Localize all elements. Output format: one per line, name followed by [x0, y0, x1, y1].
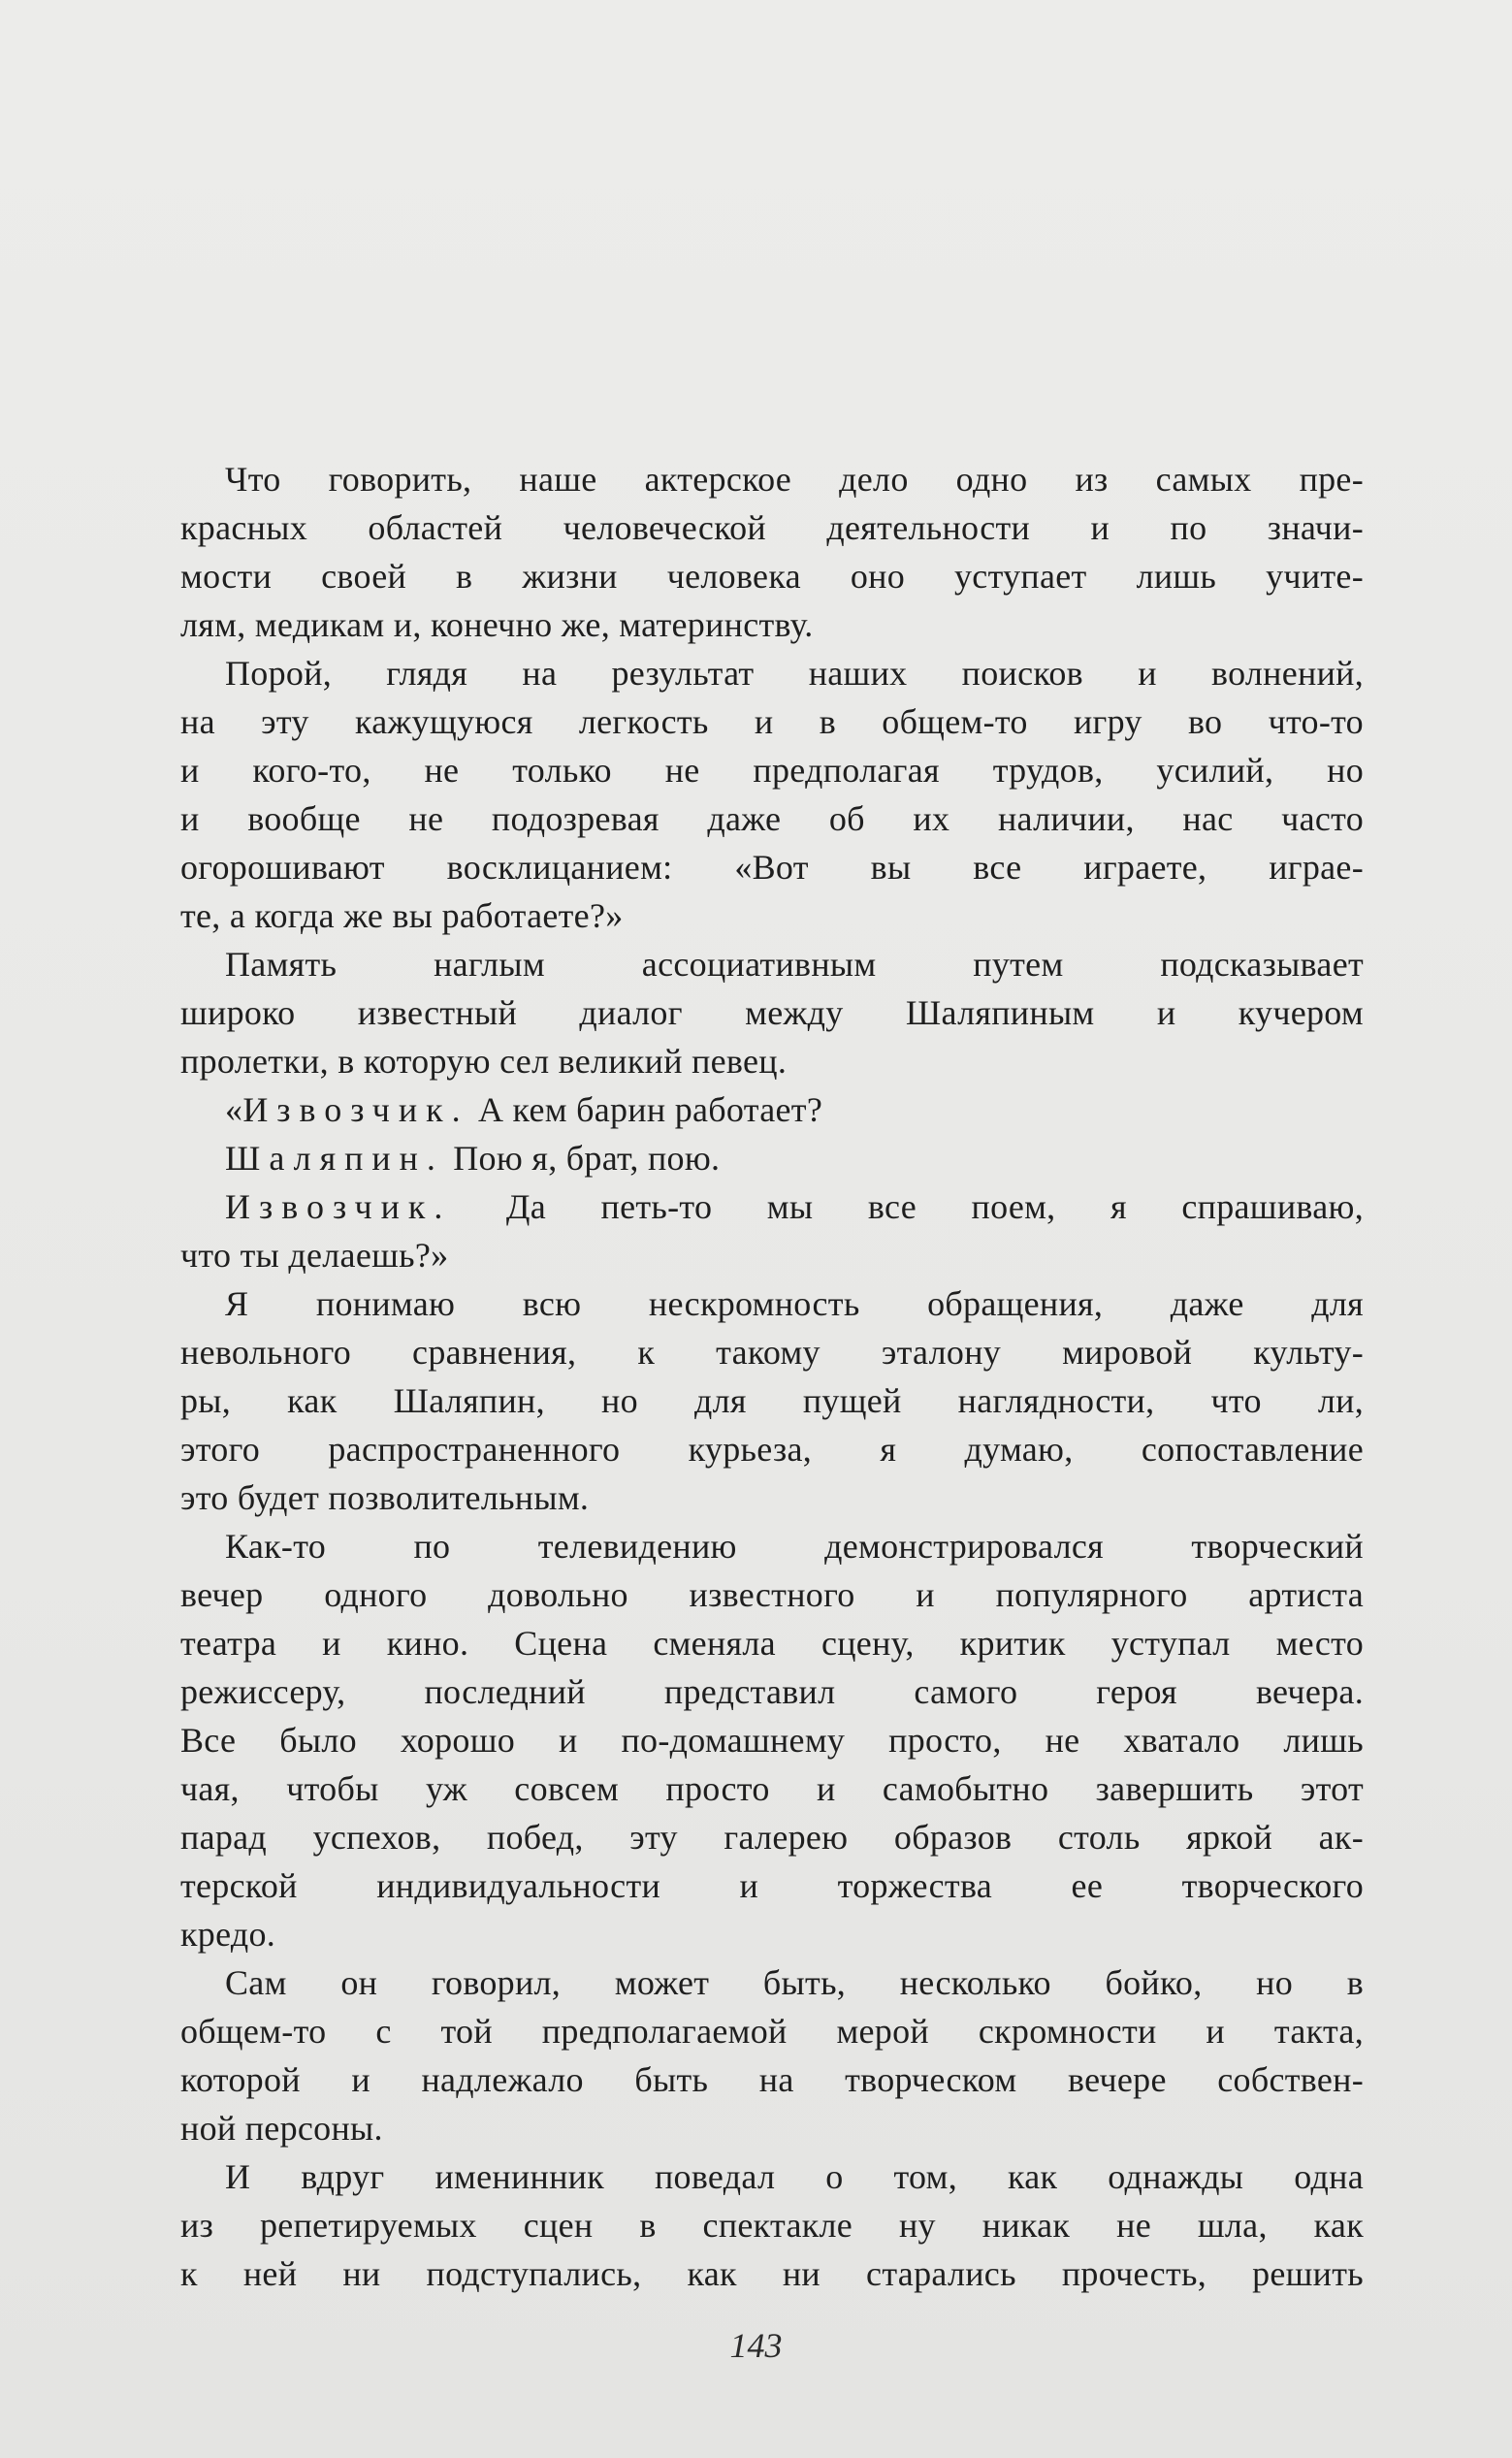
- text-line: [180, 940, 1364, 988]
- line-text: и кого-то, не только не предполагая трудов, усилий, но: [180, 751, 1364, 790]
- text-line: [180, 2055, 1364, 2104]
- text-line: [180, 1522, 1364, 1570]
- text-line: [180, 843, 1364, 891]
- line-text: терской индивидуальности и торжества ее творческого: [180, 1866, 1364, 1905]
- line-text: из репетируемых сцен в спектакле ну никак не шла, как: [180, 2206, 1364, 2245]
- text-line: [180, 2201, 1364, 2249]
- line-text: парад успехов, побед, эту галерею образов столь яркой ак-: [180, 1818, 1364, 1857]
- text-line: [180, 1813, 1364, 1861]
- line-text: Сам он говорил, может быть, несколько бойко, но в: [225, 1963, 1364, 2002]
- line-text: Да петь-то мы все поем, я спрашиваю,: [451, 1187, 1364, 1226]
- text-line: [180, 1861, 1364, 1910]
- text-line: [180, 1764, 1364, 1813]
- line-text: мости своей в жизни человека оно уступает лишь учите-: [180, 557, 1364, 596]
- text-line: [180, 1716, 1364, 1764]
- text-line: [180, 1037, 1364, 1085]
- line-text: общем-то с той предполагаемой мерой скромности и такта,: [180, 2012, 1364, 2051]
- line-text: пролетки, в которую сел великий певец.: [180, 1042, 788, 1081]
- line-text: на эту кажущуюся легкость и в общем-то игру во что-то: [180, 702, 1364, 741]
- line-text: Я понимаю всю нескромность обращения, даже для: [225, 1284, 1364, 1323]
- text-line: [180, 1425, 1364, 1473]
- line-text: огорошивают восклицанием: «Вот вы все играете, играе-: [180, 848, 1364, 887]
- text-line: [180, 794, 1364, 843]
- text-line: [180, 1085, 1364, 1134]
- quote-mark: «: [225, 1090, 243, 1129]
- line-text: И вдруг именинник поведал о том, как однажды одна: [225, 2157, 1364, 2196]
- text-line: [180, 649, 1364, 697]
- line-text: красных областей человеческой деятельности и по значи-: [180, 508, 1364, 547]
- line-text: лям, медикам и, конечно же, материнству.: [180, 605, 814, 644]
- text-line: [180, 891, 1364, 940]
- line-text: А кем барин работает?: [468, 1090, 823, 1129]
- page-number: 143: [729, 2326, 783, 2365]
- text-line: [180, 1958, 1364, 2007]
- text-line: [180, 1667, 1364, 1716]
- text-line: [180, 1182, 1364, 1231]
- text-line: [180, 1910, 1364, 1958]
- line-text: Все было хорошо и по-домашнему просто, не хватало лишь: [180, 1721, 1364, 1760]
- line-text: Память наглым ассоциативным путем подсказывает: [225, 945, 1364, 984]
- dialogue-speaker: Извозчик.: [242, 1090, 469, 1129]
- text-line: [180, 2007, 1364, 2055]
- text-line: [180, 1134, 1364, 1182]
- text-line: [180, 746, 1364, 794]
- line-text: чая, чтобы уж совсем просто и самобытно завершить этот: [180, 1769, 1364, 1808]
- dialogue-speaker: Шаляпин.: [225, 1139, 444, 1178]
- text-line: [180, 503, 1364, 552]
- text-line: [180, 455, 1364, 503]
- line-text: режиссеру, последний представил самого героя вечера.: [180, 1672, 1364, 1711]
- line-text: невольного сравнения, к такому эталону мировой культу-: [180, 1333, 1364, 1372]
- line-text: театра и кино. Сцена сменяла сцену, критик уступал место: [180, 1624, 1364, 1663]
- line-text: Порой, глядя на результат наших поисков и волнений,: [225, 654, 1364, 693]
- line-text: и вообще не подозревая даже об их наличии, нас часто: [180, 799, 1364, 838]
- line-text: это будет позволительным.: [180, 1478, 590, 1517]
- text-line: [180, 1279, 1364, 1328]
- page-body-text: [180, 455, 1364, 2298]
- text-line: [180, 1619, 1364, 1667]
- line-text: Как-то по телевидению демонстрировался творческий: [225, 1527, 1364, 1566]
- line-text: те, а когда же вы работаете?»: [180, 896, 624, 935]
- line-text: широко известный диалог между Шаляпиным и кучером: [180, 993, 1364, 1032]
- text-line: [180, 1231, 1364, 1279]
- text-line: [180, 1473, 1364, 1522]
- dialogue-speaker: Извозчик.: [225, 1187, 452, 1226]
- text-line: [180, 988, 1364, 1037]
- line-text: Пою я, брат, пою.: [443, 1139, 721, 1178]
- line-text: ной персоны.: [180, 2109, 383, 2148]
- text-line: [180, 2249, 1364, 2298]
- text-line: [180, 2152, 1364, 2201]
- line-text: Что говорить, наше актерское дело одно из самых пре-: [225, 460, 1364, 499]
- line-text: этого распространенного курьеза, я думаю, сопоставление: [180, 1430, 1364, 1469]
- text-line: [180, 2104, 1364, 2152]
- line-text: к ней ни подступались, как ни старались прочесть, решить: [180, 2254, 1364, 2293]
- text-line: [180, 1570, 1364, 1619]
- text-line: [180, 1328, 1364, 1376]
- line-text: ры, как Шаляпин, но для пущей наглядности, что ли,: [180, 1381, 1364, 1420]
- text-line: [180, 1376, 1364, 1425]
- line-text: вечер одного довольно известного и популярного артиста: [180, 1575, 1364, 1614]
- line-text: кредо.: [180, 1915, 276, 1954]
- text-line: [180, 697, 1364, 746]
- line-text: которой и надлежало быть на творческом вечере собствен-: [180, 2060, 1364, 2099]
- text-line: [180, 600, 1364, 649]
- line-text: что ты делаешь?»: [180, 1236, 449, 1275]
- text-line: [180, 552, 1364, 600]
